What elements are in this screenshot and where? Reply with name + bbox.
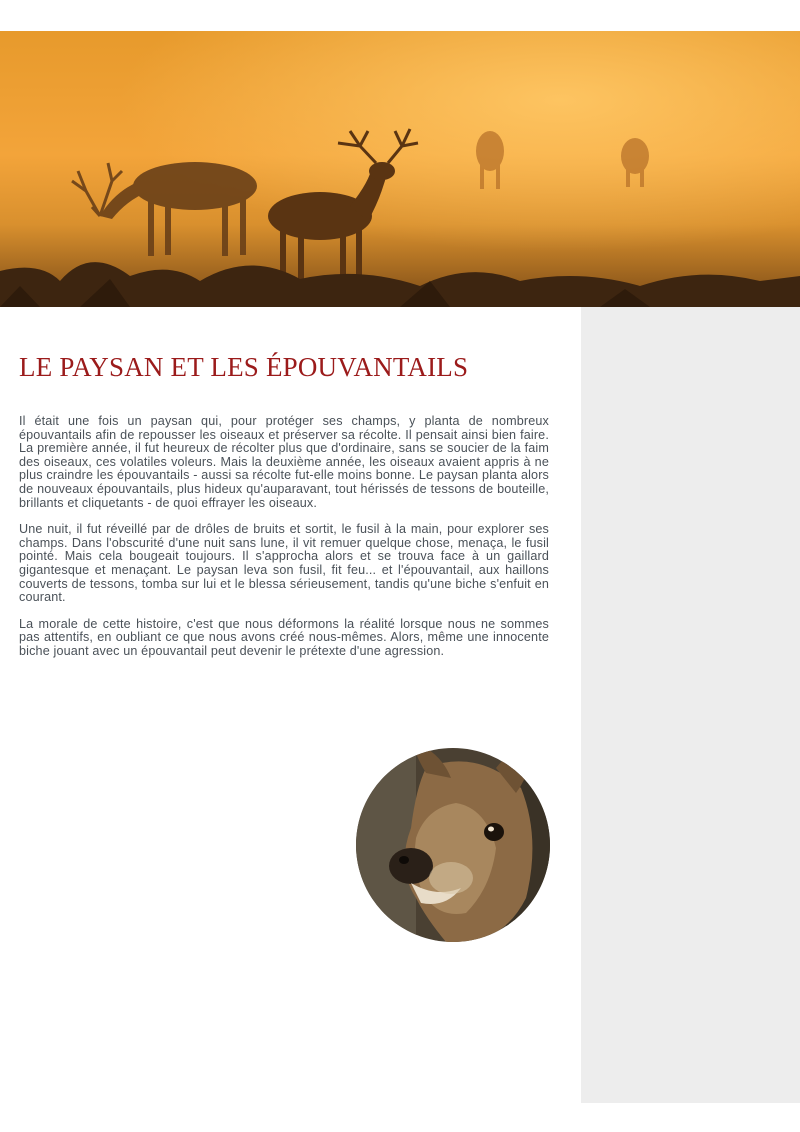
story-text [19, 415, 549, 672]
paragraph-2: Une nuit, il fut réveillé par de drôles de bruits et sortit, le fusil à la main, pour explorer ses champs. Dans l'obscurité d'une nuit sans lune, il vit remuer quelque chose, menaça, le fusil pointé. Mais cela bougeait toujours. Il s'approcha alors et se trouva face à un gaillard gigantesque et menaçant. Le paysan leva son fusil, fit feu... et l'épouvantail, aux haillons couverts de tessons, tomba sur lui et le blessa sérieusement, tandis qu'une biche s'enfuit en courant. [19, 522, 549, 605]
hero-image [0, 31, 800, 307]
paragraph-3: La morale de cette histoire, c'est que nous déformons la réalité lorsque nous ne sommes pas attentifs, en oubliant ce que nous avons créé nous-mêmes. Alors, même une innocente biche jouant avec un épouvantail peut devenir le prétexte d'une agression. [19, 616, 549, 658]
paragraph-1: Il était une fois un paysan qui, pour protéger ses champs, y planta de nombreux épouvantails afin de repousser les oiseaux et préserver sa récolte. Il pensait ainsi bien faire. La première année, il fut heureux de récolter plus que d'ordinaire, sans se soucier de la faim des oiseaux, ces volatiles voleurs. Mais la deuxième année, les oiseaux avaient appris à ne plus craindre les épouvantails - aussi sa récolte fut-elle moins bonne. Le paysan planta alors de nouveaux épouvantails, plus hideux qu'auparavant, tout hérissés de tessons de bouteille, brillants et cliquetants - de quoi effrayer les oiseaux. [19, 414, 549, 510]
page-title: LE PAYSAN ET LES ÉPOUVANTAILS [19, 352, 469, 382]
deer-portrait-image [356, 748, 550, 942]
sidebar-panel [581, 307, 800, 1103]
